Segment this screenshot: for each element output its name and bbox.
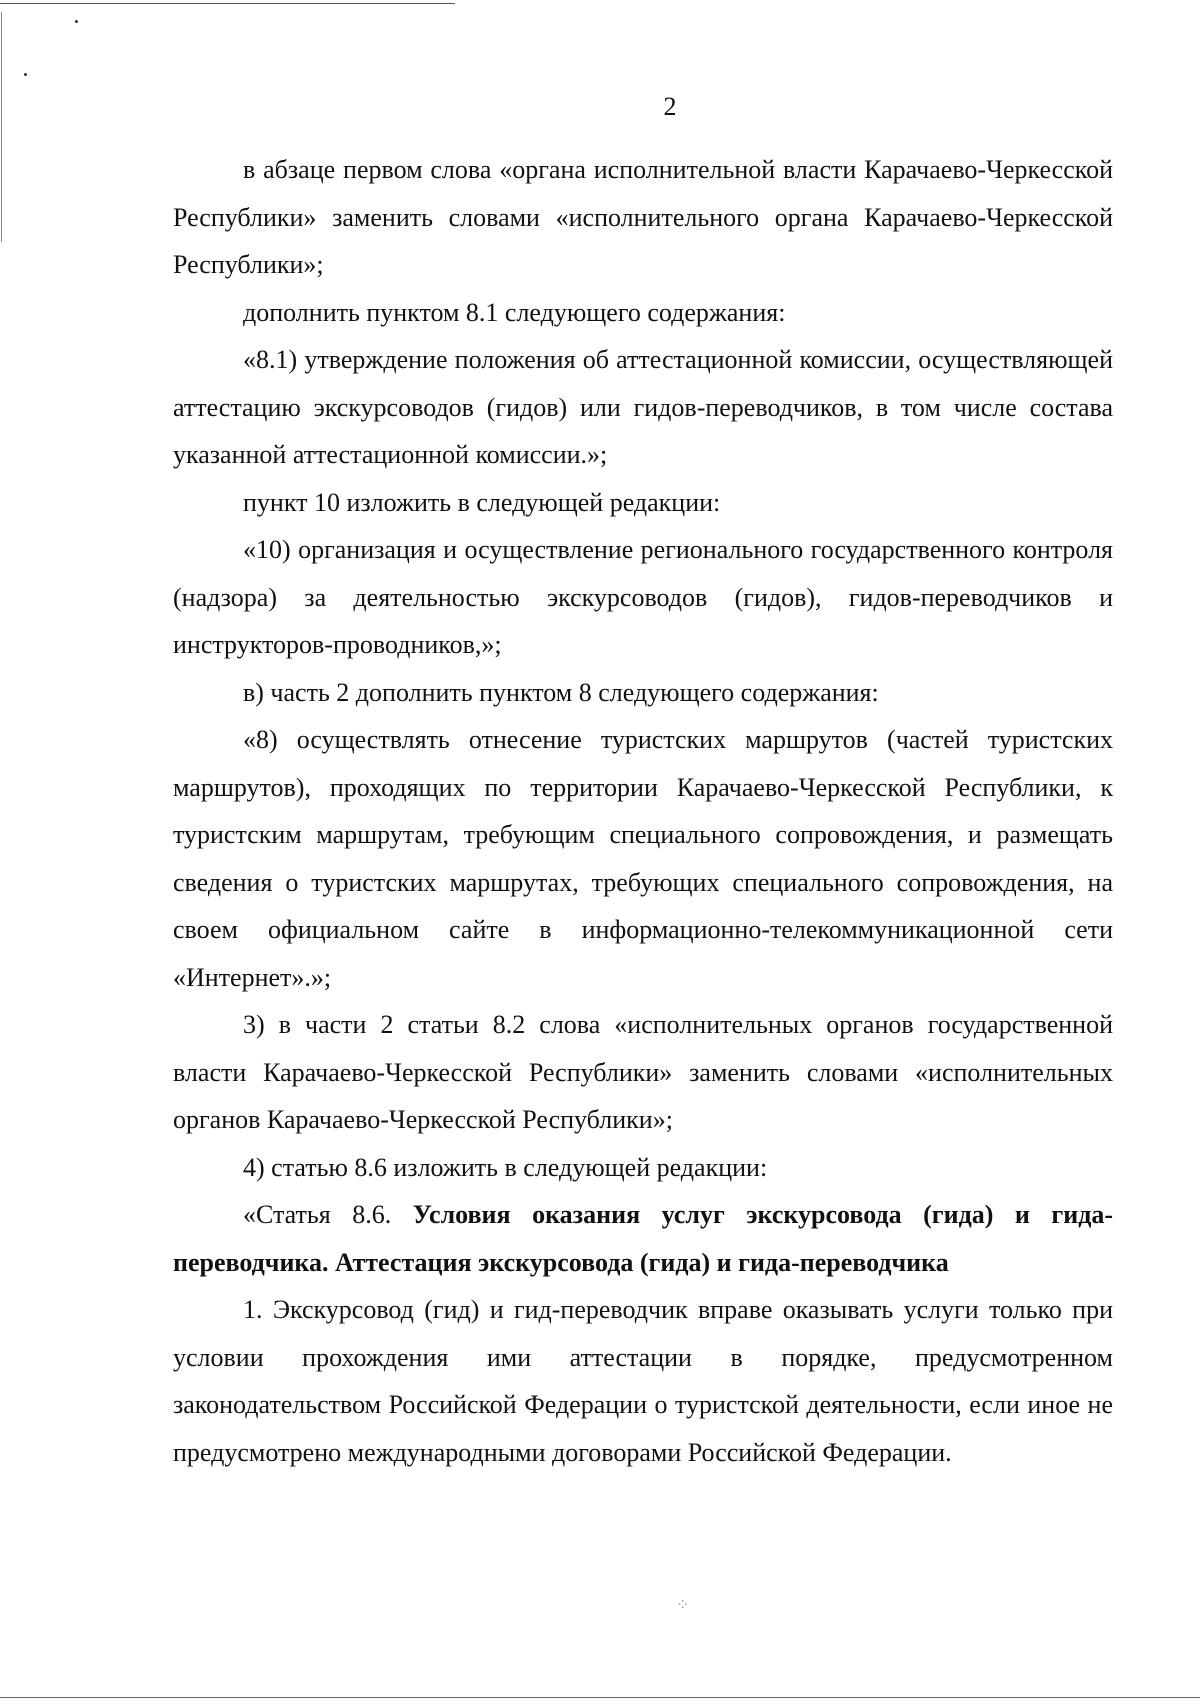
article-heading [173, 1191, 1113, 1286]
paragraph: 3) в части 2 статьи 8.2 слова «исполнительных органов государственной власти Карачаево-Черкесской Республики» заменить словами «исполнительных органов Карачаево-Черкесской Республики»; [173, 1010, 1113, 1134]
paragraph: в абзаце первом слова «органа исполнительной власти Карачаево-Черкесской Республики» заменить словами «исполнительного органа Карачаево-Черкесской Республики»; [173, 155, 1113, 279]
paragraph: 4) статью 8.6 изложить в следующей редакции: [243, 1152, 768, 1182]
document-body [173, 146, 1113, 1476]
scan-smudge: ⁘ [676, 1597, 691, 1614]
paragraph: в) часть 2 дополнить пунктом 8 следующего содержания: [243, 677, 879, 707]
paragraph: «8) осуществлять отнесение туристских маршрутов (частей туристских маршрутов), проходящих по территории Карачаево-Черкесской Республики, к туристским маршрутам, требующим специального сопровождения, и размещать сведения о туристских маршрутах, требующих специального сопровождения, на своем официальном сайте в информационно-телекоммуникационной сети «Интернет».»; [173, 725, 1113, 992]
paragraph: дополнить пунктом 8.1 следующего содержания: [243, 297, 786, 327]
scan-edge-left [1, 12, 2, 242]
paragraph: пункт 10 изложить в следующей редакции: [243, 487, 721, 517]
paragraph: «10) организация и осуществление регионального государственного контроля (надзора) за деятельностью экскурсоводов (гидов), гидов-переводчиков и инструкторов-проводников,»; [173, 535, 1113, 659]
paragraph: «8.1) утверждение положения об аттестационной комиссии, осуществляющей аттестацию экскурсоводов (гидов) или гидов-переводчиков, в том числе состава указанной аттестационной комиссии.»; [173, 345, 1113, 469]
scan-dot [75, 20, 78, 23]
scan-edge-top [0, 3, 455, 4]
paragraph: 1. Экскурсовод (гид) и гид-переводчик вправе оказывать услуги только при условии прохождения ими аттестации в порядке, предусмотренном законодательством Российской Федерации о туристской деятельности, если иное не предусмотрено международными договорами Российской Федерации. [173, 1295, 1113, 1467]
article-heading-title: Условия оказания услуг экскурсовода (гида) и гида-переводчика. Аттестация экскурсовода (гида) и гида-переводчика [173, 1200, 1113, 1277]
scan-edge-bottom [0, 1697, 1200, 1698]
scan-dot [24, 73, 27, 76]
page-number: 2 [663, 92, 677, 121]
article-heading-prefix: «Статья 8.6. [243, 1200, 392, 1229]
